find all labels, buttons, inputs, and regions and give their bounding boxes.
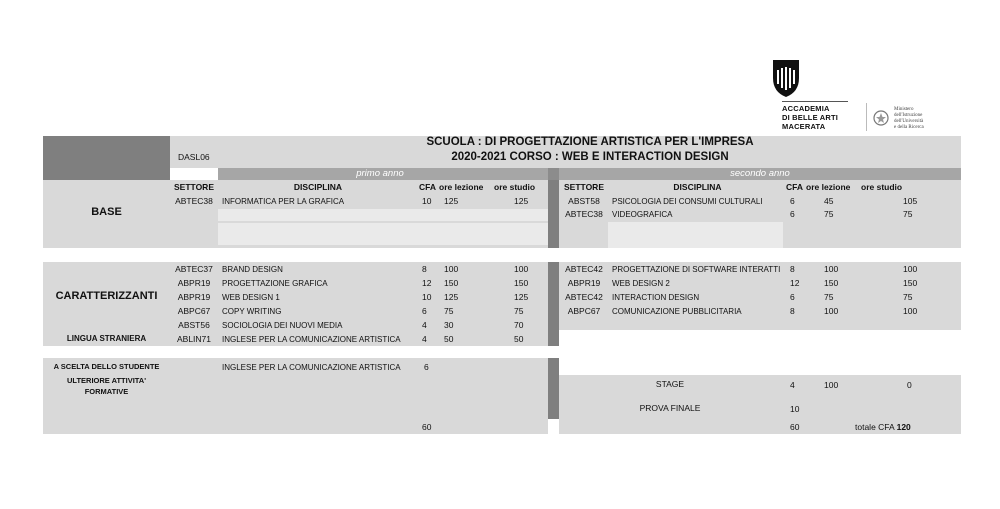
course-disciplina: COMUNICAZIONE PUBBLICITARIA xyxy=(612,307,742,316)
col-ore-lezione: ore lezione xyxy=(806,182,851,192)
course-disciplina: INTERACTION DESIGN xyxy=(612,293,700,302)
scelta-disciplina: INGLESE PER LA COMUNICAZIONE ARTISTICA xyxy=(222,363,401,372)
course-ore-lezione: 75 xyxy=(824,209,834,219)
course-disciplina: BRAND DESIGN xyxy=(222,265,283,274)
scelta-cfa: 6 xyxy=(424,362,429,372)
course-ore-lezione: 30 xyxy=(444,320,454,330)
course-disciplina: INFORMATICA PER LA GRAFICA xyxy=(222,197,345,206)
course-ore-studio: 105 xyxy=(903,196,918,206)
course-cfa: 4 xyxy=(422,334,427,344)
course-title: 2020-2021 CORSO : WEB E INTERACTION DESIGN xyxy=(451,151,729,163)
course-settore: ABPR19 xyxy=(177,278,211,288)
section-ulteriore-line2: FORMATIVE xyxy=(84,387,129,396)
course-ore-studio: 125 xyxy=(514,292,529,302)
col-cfa: CFA xyxy=(786,182,803,192)
course-ore-studio: 125 xyxy=(514,196,529,206)
course-ore-studio: 150 xyxy=(903,278,918,288)
course-cfa: 6 xyxy=(790,196,795,206)
stage-disciplina: STAGE xyxy=(655,379,685,389)
stage-ore-lezione: 100 xyxy=(824,380,839,390)
col-settore: SETTORE xyxy=(174,182,214,192)
course-cfa: 8 xyxy=(790,264,795,274)
col-disciplina: DISCIPLINA xyxy=(673,182,722,192)
prova-finale-disciplina: PROVA FINALE xyxy=(639,403,701,413)
course-settore: ABTEC42 xyxy=(565,264,603,274)
course-disciplina: INGLESE PER LA COMUNICAZIONE ARTISTICA xyxy=(222,335,401,344)
course-ore-lezione: 100 xyxy=(824,264,839,274)
stage-ore-studio: 0 xyxy=(907,380,912,390)
col-ore-studio: ore studio xyxy=(494,182,536,192)
course-disciplina: PROGETTAZIONE DI SOFTWARE INTERATTI xyxy=(612,265,781,274)
course-disciplina: PROGETTAZIONE GRAFICA xyxy=(222,279,328,288)
stage-cfa: 4 xyxy=(790,380,795,390)
ministry-emblem-icon xyxy=(873,110,889,126)
ministry-name: Ministero dell'Istruzione dell'Università e della Ricerca xyxy=(894,107,924,130)
course-cfa: 6 xyxy=(790,292,795,302)
section-base: BASE xyxy=(91,206,122,218)
course-ore-lezione: 125 xyxy=(444,292,459,302)
course-ore-studio: 70 xyxy=(514,320,524,330)
section-a-scelta: A SCELTA DELLO STUDENTE xyxy=(53,362,160,371)
prova-finale-cfa: 10 xyxy=(790,404,800,414)
year1-label: primo anno xyxy=(356,168,404,179)
course-ore-studio: 100 xyxy=(903,264,918,274)
course-ore-studio: 75 xyxy=(903,209,913,219)
course-ore-lezione: 75 xyxy=(824,292,834,302)
course-ore-lezione: 150 xyxy=(824,278,839,288)
course-ore-studio: 150 xyxy=(514,278,529,288)
course-settore: ABST56 xyxy=(178,320,210,330)
col-disciplina: DISCIPLINA xyxy=(293,182,343,192)
course-ore-lezione: 50 xyxy=(444,334,454,344)
total-cfa-year1: 60 xyxy=(422,422,432,432)
course-ore-studio: 75 xyxy=(903,292,913,302)
total-cfa-overall xyxy=(855,422,911,433)
course-cfa: 4 xyxy=(422,320,427,330)
course-ore-studio: 100 xyxy=(514,264,529,274)
course-settore: ABPC67 xyxy=(567,306,601,316)
course-cfa: 10 xyxy=(422,292,432,302)
course-ore-lezione: 125 xyxy=(444,196,459,206)
course-ore-lezione: 150 xyxy=(444,278,459,288)
course-disciplina: WEB DESIGN 1 xyxy=(222,293,280,302)
school-title: SCUOLA : DI PROGETTAZIONE ARTISTICA PER L'IMPRESA xyxy=(426,136,754,148)
course-ore-lezione: 75 xyxy=(444,306,454,316)
total-cfa-year2: 60 xyxy=(790,422,800,432)
section-caratterizzanti: CARATTERIZZANTI xyxy=(55,290,158,302)
course-settore: ABTEC38 xyxy=(565,209,603,219)
course-disciplina: SOCIOLOGIA DEI NUOVI MEDIA xyxy=(222,321,343,330)
col-ore-studio: ore studio xyxy=(861,182,903,192)
course-cfa: 8 xyxy=(790,306,795,316)
year2-label: secondo anno xyxy=(730,168,790,179)
course-cfa: 12 xyxy=(790,278,800,288)
course-ore-lezione: 100 xyxy=(824,306,839,316)
course-settore: ABLIN71 xyxy=(176,334,212,344)
course-disciplina: COPY WRITING xyxy=(222,307,282,316)
academy-crest-icon xyxy=(771,58,801,98)
course-ore-studio: 100 xyxy=(903,306,918,316)
course-disciplina: WEB DESIGN 2 xyxy=(612,279,670,288)
col-ore-lezione: ore lezione xyxy=(439,182,484,192)
course-cfa: 10 xyxy=(422,196,432,206)
course-code: DASL06 xyxy=(178,152,210,162)
section-lingua-straniera: LINGUA STRANIERA xyxy=(66,334,147,343)
course-disciplina: PSICOLOGIA DEI CONSUMI CULTURALI xyxy=(612,197,763,206)
course-ore-lezione: 100 xyxy=(444,264,459,274)
col-settore: SETTORE xyxy=(564,182,604,192)
course-cfa: 6 xyxy=(422,306,427,316)
col-cfa: CFA xyxy=(419,182,436,192)
course-settore: ABPR19 xyxy=(567,278,601,288)
course-settore: ABST58 xyxy=(568,196,600,206)
course-settore: ABTEC42 xyxy=(565,292,603,302)
course-settore: ABTEC37 xyxy=(175,264,213,274)
total-cfa-value: 120 xyxy=(896,422,911,432)
total-cfa-label: totale CFA xyxy=(855,422,895,432)
course-disciplina: VIDEOGRAFICA xyxy=(612,210,673,219)
course-settore: ABPC67 xyxy=(177,306,211,316)
course-cfa: 6 xyxy=(790,209,795,219)
course-settore: ABTEC38 xyxy=(175,196,213,206)
section-ulteriore-line1: ULTERIORE ATTIVITA' xyxy=(67,376,146,385)
course-cfa: 8 xyxy=(422,264,427,274)
course-ore-studio: 75 xyxy=(514,306,524,316)
course-ore-studio: 50 xyxy=(514,334,524,344)
course-ore-lezione: 45 xyxy=(824,196,834,206)
course-settore: ABPR19 xyxy=(177,292,211,302)
academy-name: ACCADEMIA DI BELLE ARTI MACERATA xyxy=(782,104,839,131)
course-cfa: 12 xyxy=(422,278,432,288)
